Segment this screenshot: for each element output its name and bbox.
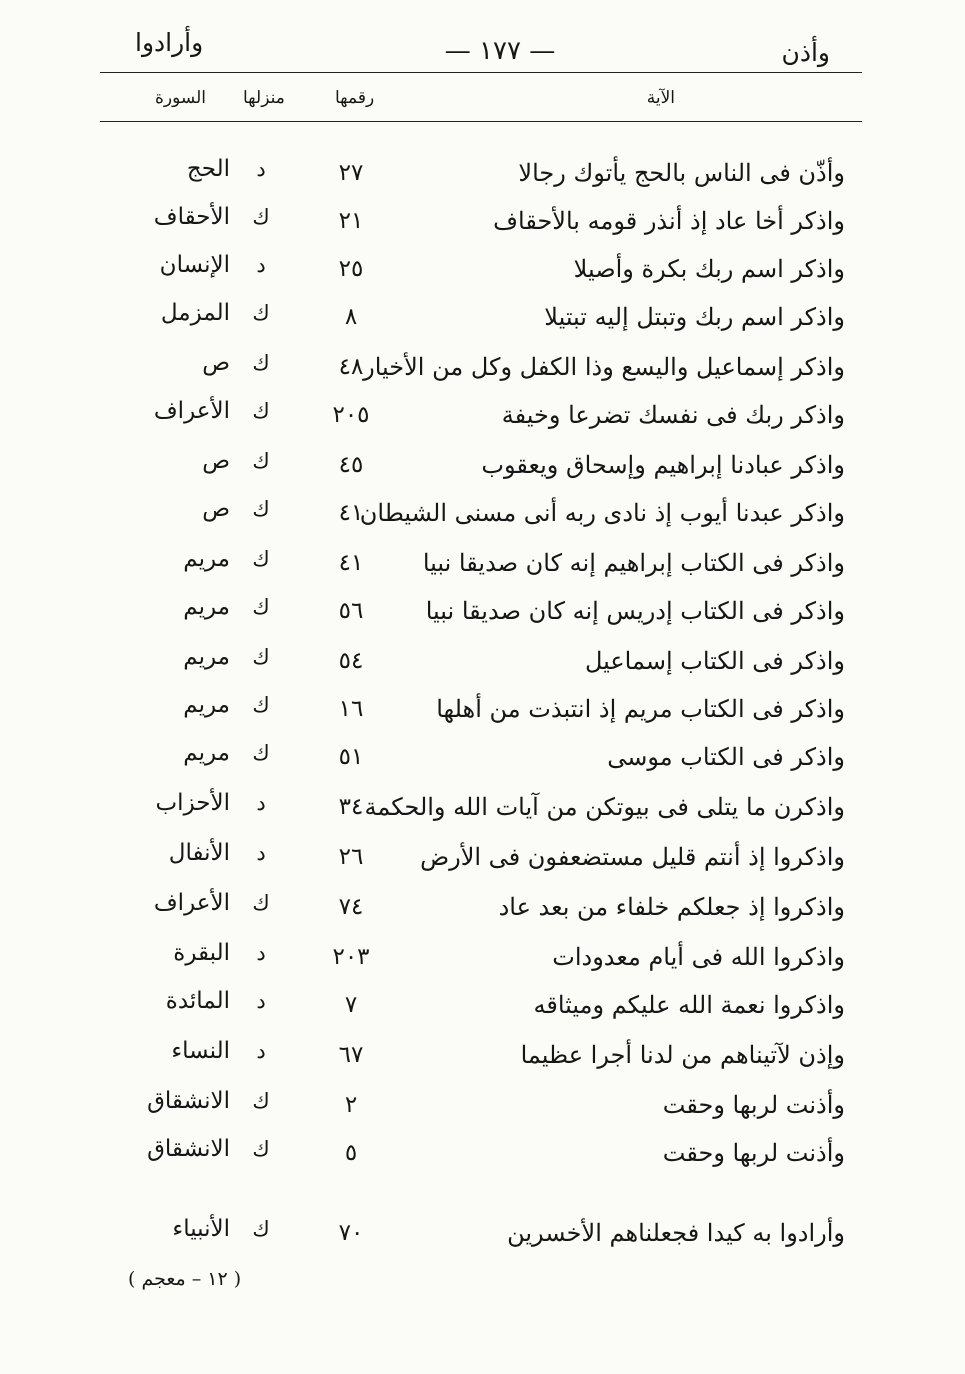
surah-name: المائدة: [165, 988, 230, 1014]
table-row: [0, 540, 965, 588]
ayah-number: ٢١: [338, 208, 364, 234]
surah-name: ص: [202, 350, 230, 376]
surah-name: البقرة: [173, 940, 230, 966]
ayah-number: ٢: [344, 1092, 358, 1118]
ayah-number: ٧٠: [338, 1220, 364, 1246]
ayah-text: واذكر اسم ربك وتبتل إليه تبتيلا: [544, 303, 845, 331]
ayah-number: ٥: [344, 1140, 358, 1166]
ayah-text: واذكر اسم ربك بكرة وأصيلا: [573, 255, 845, 283]
surah-name: الأنفال: [168, 840, 230, 866]
revelation-place: ك: [252, 497, 270, 521]
ayah-text: واذكروا إذ جعلكم خلفاء من بعد عاد: [498, 893, 845, 921]
revelation-place: ك: [252, 205, 270, 229]
header-first-word: وأذن: [781, 38, 830, 67]
surah-name: الانشقاق: [147, 1088, 230, 1114]
ayah-text: واذكروا الله فى أيام معدودات: [552, 943, 845, 971]
ayah-text: واذكروا نعمة الله عليكم وميثاقه: [533, 991, 845, 1019]
table-row: [0, 198, 965, 246]
ayah-number: ٢٠٥: [332, 402, 370, 428]
revelation-place: ك: [252, 301, 270, 325]
surah-name: الأعراف: [153, 890, 230, 916]
revelation-place: ك: [252, 1217, 270, 1241]
surah-name: المزمل: [160, 300, 230, 326]
revelation-place: د: [256, 841, 266, 865]
ayah-number: ٧: [344, 992, 358, 1018]
table-row: [0, 1082, 965, 1130]
ayah-number: ١٦: [338, 696, 364, 722]
surah-name: الأعراف: [153, 398, 230, 424]
ayah-text: وأذنت لربها وحقت: [662, 1139, 845, 1167]
ayah-number: ٢٠٣: [332, 944, 370, 970]
ayah-text: وأذنت لربها وحقت: [662, 1091, 845, 1119]
header-rule: [100, 72, 862, 73]
table-row: [0, 1130, 965, 1178]
ayah-text: واذكر فى الكتاب إدريس إنه كان صديقا نبيا: [425, 597, 845, 625]
ayah-text: وأرادوا به كيدا فجعلناهم الأخسرين: [507, 1219, 845, 1247]
ayah-text: وإذن لآتيناهم من لدنا أجرا عظيما: [520, 1041, 845, 1069]
surah-name: مريم: [183, 546, 230, 572]
surah-name: مريم: [183, 692, 230, 718]
revelation-place: ك: [252, 693, 270, 717]
ayah-number: ٧٤: [338, 894, 364, 920]
table-row: [0, 884, 965, 932]
header-last-word: وأرادوا: [135, 28, 204, 57]
surah-name: مريم: [183, 594, 230, 620]
surah-name: الأحزاب: [155, 790, 230, 816]
table-row: [0, 686, 965, 734]
surah-name: ص: [202, 496, 230, 522]
revelation-place: ك: [252, 449, 270, 473]
column-header-ayah: الآية: [646, 88, 675, 108]
ayah-text: واذكر ربك فى نفسك تضرعا وخيفة: [501, 401, 845, 429]
ayah-text: واذكر فى الكتاب إبراهيم إنه كان صديقا نبيا: [422, 549, 845, 577]
revelation-place: ك: [252, 891, 270, 915]
ayah-text: واذكروا إذ أنتم قليل مستضعفون فى الأرض: [420, 843, 845, 871]
revelation-place: د: [256, 791, 266, 815]
table-row: [0, 490, 965, 538]
ayah-number: ٤٥: [338, 452, 364, 478]
ayah-text: واذكر عبدنا أيوب إذ نادى ربه أنى مسنى الشيطان: [359, 499, 845, 527]
ayah-text: واذكرن ما يتلى فى بيوتكن من آيات الله والحكمة: [364, 793, 845, 821]
revelation-place: د: [256, 157, 266, 181]
ayah-number: ٨: [344, 304, 358, 330]
table-row: [0, 442, 965, 490]
surah-name: النساء: [171, 1038, 230, 1064]
surah-name: الأنبياء: [172, 1216, 230, 1242]
surah-name: مريم: [183, 644, 230, 670]
footer-signature: ( ١٢ – معجم ): [128, 1268, 242, 1290]
ayah-text: واذكر عبادنا إبراهيم وإسحاق ويعقوب: [481, 451, 845, 479]
ayah-number: ٥٦: [338, 598, 364, 624]
table-row: [0, 934, 965, 982]
ayah-number: ٢٥: [338, 256, 364, 282]
surah-name: الأحقاف: [153, 204, 230, 230]
column-header-place: منزلها: [243, 88, 285, 108]
table-row: [0, 784, 965, 832]
surah-name: ص: [202, 448, 230, 474]
revelation-place: د: [256, 989, 266, 1013]
table-row: [0, 734, 965, 782]
column-header-rule: [100, 121, 862, 122]
ayah-number: ٥١: [338, 744, 364, 770]
table-row: [0, 1210, 965, 1258]
table-row: [0, 392, 965, 440]
ayah-number: ٣٤: [338, 794, 364, 820]
revelation-place: ك: [252, 547, 270, 571]
column-header-number: رقمها: [335, 88, 375, 108]
table-row: [0, 344, 965, 392]
surah-name: الإنسان: [159, 252, 230, 278]
revelation-place: ك: [252, 1137, 270, 1161]
table-row: [0, 588, 965, 636]
surah-name: مريم: [183, 740, 230, 766]
ayah-number: ٤١: [338, 550, 364, 576]
ayah-text: واذكر فى الكتاب مريم إذ انتبذت من أهلها: [436, 695, 845, 723]
ayah-text: واذكر فى الكتاب موسى: [607, 743, 845, 771]
revelation-place: ك: [252, 595, 270, 619]
revelation-place: ك: [252, 351, 270, 375]
table-row: [0, 294, 965, 342]
table-row: [0, 982, 965, 1030]
revelation-place: ك: [252, 645, 270, 669]
revelation-place: د: [256, 941, 266, 965]
column-header-surah: السورة: [155, 88, 206, 108]
revelation-place: د: [256, 1039, 266, 1063]
revelation-place: ك: [252, 1089, 270, 1113]
ayah-number: ٢٦: [338, 844, 364, 870]
ayah-text: واذكر إسماعيل واليسع وذا الكفل وكل من الأخيار: [363, 353, 845, 381]
ayah-number: ٤١: [338, 500, 364, 526]
ayah-number: ٤٨: [338, 354, 364, 380]
revelation-place: ك: [252, 399, 270, 423]
ayah-text: وأذّن فى الناس بالحج يأتوك رجالا: [518, 159, 845, 187]
table-row: [0, 1032, 965, 1080]
table-row: [0, 834, 965, 882]
table-row: [0, 638, 965, 686]
table-row: [0, 150, 965, 198]
revelation-place: ك: [252, 741, 270, 765]
ayah-number: ٦٧: [338, 1042, 364, 1068]
table-row: [0, 246, 965, 294]
ayah-number: ٢٧: [338, 160, 364, 186]
surah-name: الحج: [186, 156, 230, 182]
revelation-place: د: [256, 253, 266, 277]
ayah-text: واذكر فى الكتاب إسماعيل: [584, 647, 845, 675]
ayah-number: ٥٤: [338, 648, 364, 674]
page-number: — ١٧٧ —: [444, 36, 556, 66]
ayah-text: واذكر أخا عاد إذ أنذر قومه بالأحقاف: [493, 207, 845, 235]
surah-name: الانشقاق: [147, 1136, 230, 1162]
